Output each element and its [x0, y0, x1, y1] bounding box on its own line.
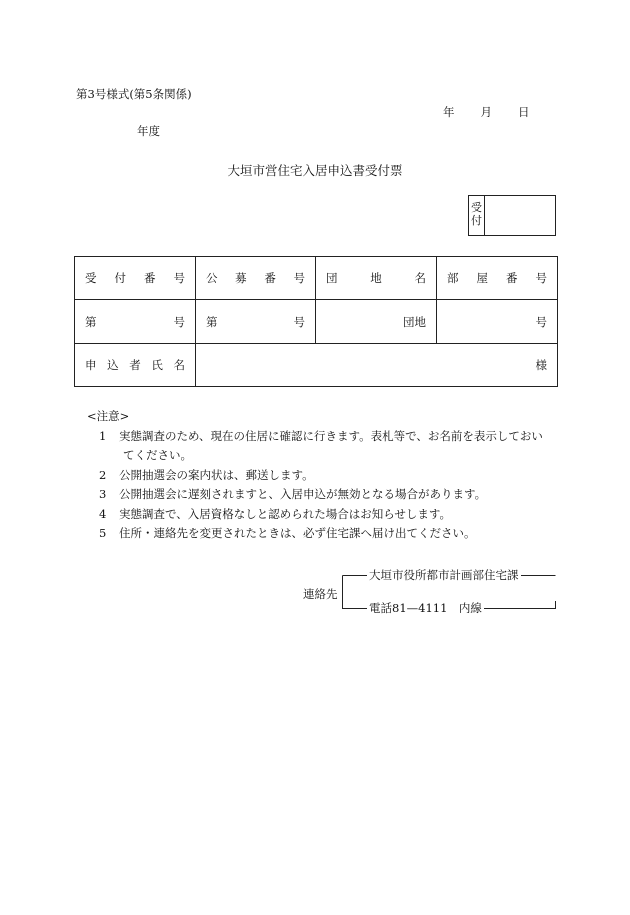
header-room-number — [437, 257, 558, 300]
month-label: 月 — [480, 105, 492, 119]
note-item: 1 実態調査のため、現在の住居に確認に行きます。表札等で、お名前を表示しておい — [99, 428, 543, 443]
header-estate-name — [316, 257, 437, 300]
number-prefix: 第 — [206, 314, 218, 329]
room-suffix: 号 — [535, 314, 547, 329]
fiscal-year-label: 年度 — [137, 124, 160, 138]
number-suffix: 号 — [293, 314, 305, 329]
note-item-continuation: てください。 — [123, 448, 192, 462]
number-prefix: 第 — [85, 314, 97, 329]
estate-suffix: 団地 — [403, 314, 426, 329]
spread-label: 申 込 者 氏 名 — [85, 358, 185, 372]
spread-label: 団 地 名 — [326, 271, 426, 285]
notes-section — [87, 407, 543, 544]
applicant-row — [75, 344, 558, 387]
stamp-label: 受付 — [469, 196, 485, 235]
reception-table — [74, 256, 558, 387]
notes-heading: <注意> — [87, 409, 130, 423]
contact-department: 大垣市役所都市計画部住宅課 — [369, 568, 519, 582]
spread-label: 受 付 番 号 — [85, 271, 185, 285]
estate-name-cell[interactable] — [316, 300, 437, 344]
header-reception-number — [75, 257, 196, 300]
reception-number-cell[interactable] — [75, 300, 196, 344]
applicant-suffix: 様 — [535, 358, 547, 372]
room-number-cell[interactable] — [437, 300, 558, 344]
number-suffix: 号 — [173, 314, 185, 329]
form-id: 第3号様式(第5条関係) — [76, 87, 192, 101]
applicant-name-cell[interactable] — [196, 344, 558, 387]
contact-label: 連絡先 — [303, 587, 338, 601]
spread-label: 公 募 番 号 — [206, 271, 305, 285]
day-label: 日 — [518, 105, 530, 119]
year-label: 年 — [443, 105, 455, 119]
spread-label: 部 屋 番 号 — [447, 271, 547, 285]
applicant-label-cell — [75, 344, 196, 387]
note-item: 4 実態調査で、入居資格なしと認められた場合はお知らせします。 — [99, 506, 452, 521]
recruitment-number-cell[interactable] — [196, 300, 316, 344]
contact-phone: 電話81—4111 内線 — [369, 601, 482, 615]
note-item: 3 公開抽選会に遅刻されますと、入居申込が無効となる場合があります。 — [99, 487, 487, 501]
note-item: 5 住所・連絡先を変更されたときは、必ず住宅課へ届け出てください。 — [99, 526, 476, 540]
reception-stamp-box — [468, 195, 556, 236]
page-title: 大垣市営住宅入居申込書受付票 — [227, 163, 403, 178]
header-recruitment-number — [196, 257, 316, 300]
date-field — [443, 104, 530, 120]
table-header-row — [75, 257, 558, 300]
table-value-row — [75, 300, 558, 344]
note-item: 2 公開抽選会の案内状は、郵送します。 — [99, 467, 314, 482]
